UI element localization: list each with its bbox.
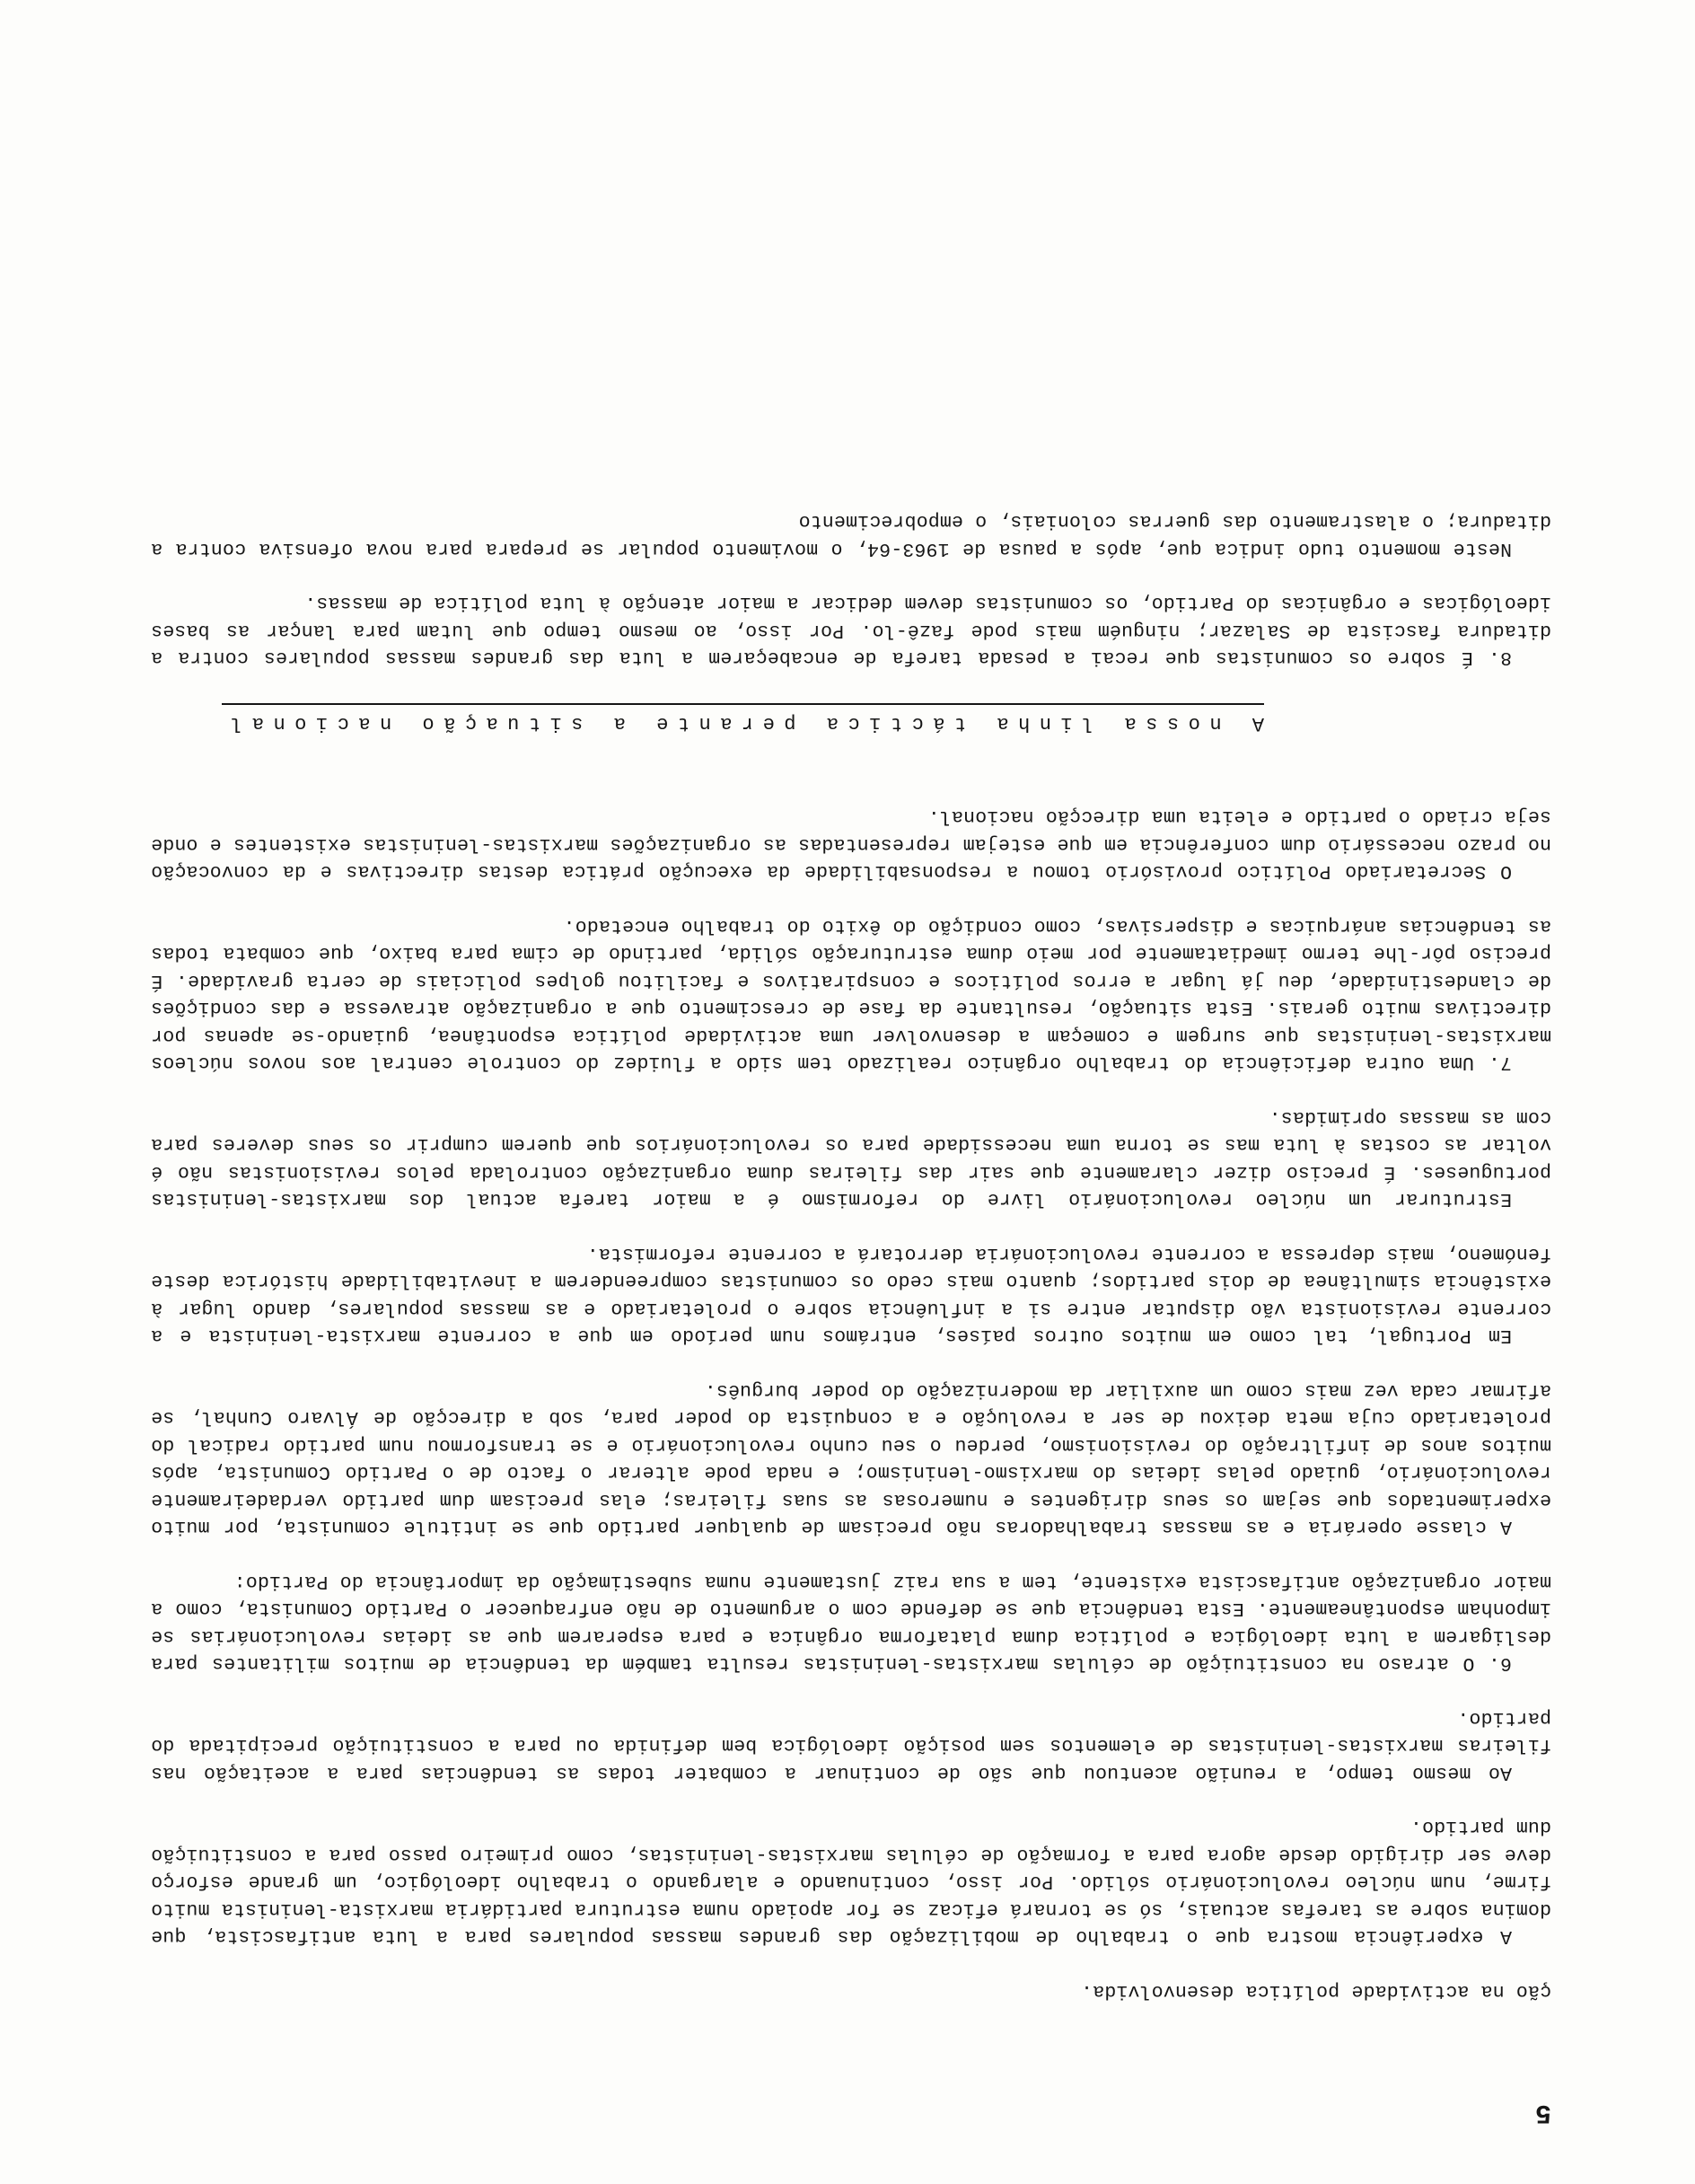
paragraph-same-time: Ao mesmo tempo, a reunião acentuou que são de continuar a combater todas as tendências para a aceitação nas fileiras marxistas-leninistas de elementos sem posição ideológica bem definida ou para a constituição precipitada do partido. <box>151 1707 1551 1783</box>
paragraph-current-moment: Neste momento tudo indica que, após a pausa de 1963-64, o movimento popular se prepara para nova ofensiva contra a ditadura; o alastramento das guerras coloniais, o empobrecimento <box>151 510 1551 559</box>
page-number: 5 <box>1534 2097 1551 2127</box>
section-heading: A nossa linha táctica perante a situação nacional <box>222 704 1264 737</box>
paragraph-point-8: 8. É sobre os comunistas que recai a pesada tarefa de encabeçarem a luta das grandes massas populares contra a ditadura fascista de Salazar; ninguém mais pode fazê-lo. Por isso, ao mesmo tempo que lutam para lançar as bases ideológicas e orgânicas do Partido, os comunistas devem dedicar a maior atenção à luta política de massas. <box>151 592 1551 669</box>
paragraph-portugal: Em Portugal, tal como em muitos outros países, entrámos num período em que a corrente marxista-leninista e a corrente revisionista vão disputar entre si a influência sobre o proletariado e as massas populares, dando lugar à existência simultânea de dois partidos; quanto mais cedo os comunistas compreenderem a inevitabilidade histórica deste fenómeno, mais depressa a corrente revolucionária derrotará a corrente reformista. <box>151 1243 1551 1347</box>
paragraph-working-class: A classe operária e as massas trabalhadoras não precisam de qualquer partido que se intitule comunista, por muito experimentados que sejam os seus dirigentes e numerosas as suas fileiras; elas precisam dum partido verdadeiramente revolucionário, guiado pelas ideias do marxismo-leninismo; e nada pode alterar o facto de o Partido Comunista, após muitos anos de infiltração do revisionismo, perdeu o seu cunho revolucionário e se transformou num partido radical do proletariado cuja meta deixou de ser a revolução e a conquista do poder para, sob a direcção de Álvaro Cunhal, se afirmar cada vez mais como um auxiliar da modernização do poder burguês. <box>151 1379 1551 1538</box>
page-body <box>151 480 1551 2127</box>
paragraph-point-7: 7. Uma outra deficiência do trabalho orgânico realizado tem sido a fluidez do controle central aos novos núcleos marxistas-leninistas que surgem e começam a desenvolver uma actividade política espontânea, guiando-se apenas por directivas muito gerais. Esta situação, resultante da fase de crescimento que a organização atravessa e das condições de clandestinidade, deu já lugar a erros políticos e conspirativos e facilitou golpes policiais de certa gravidade. É preciso pôr-lhe termo imediatamente por meio duma estruturação sólida, partindo de cima para baixo, que combata todas as tendências anárquicas e dispersivas, como condição do êxito do trabalho encetado. <box>151 915 1551 1074</box>
paragraph-point-6: 6. O atraso na constituição de células marxistas-leninistas resulta também da tendência de muitos militantes para desligarem a luta ideológica e política duma plataforma orgânica e para esperarem que as ideias revolucionárias se imponham espontâneamente. Esta tendência que se defende com o argumento de não enfraquecer o Partido Comunista, como a maior organização antifascista existente, tem a sua raiz justamente numa subestimação da importância do Partido: <box>151 1571 1551 1675</box>
paragraph-structure-nucleus: Estruturar um núcleo revolucionário livre do reformismo é a maior tarefa actual dos marxistas-leninistas portugueses. É preciso dizer claramente que sair das fileiras duma organização controlada pelos revisionistas não é voltar as costas à luta mas se torna uma necessidade para os revolucionários que querem cumprir os seus deveres para com as massas oprimidas. <box>151 1106 1551 1211</box>
paragraph-experience: A experiência mostra que o trabalho de mobilização das grandes massas populares para a luta antifascista, que domina sobre as tarefas actuais, só se tornará eficaz se for apoiado numa estrutura partidária marxista-leninista muito firme, num núcleo revolucionário sólido. Por isso, continuando e alargando o trabalho ideológico, um grande esforço deve ser dirigido desde agora para a formação de células marxistas-leninistas, como primeiro passo para a constituição dum partido. <box>151 1816 1551 1948</box>
paragraph-secretariat: O Secretariado Político provisório tomou a responsabilidade da execução prática destas directivas e da convocação no prazo necessário dum conferência em que estejam representadas as organizações marxistas-leninistas existentes e onde seja criado o partido e eleita uma direcção nacional. <box>151 806 1551 883</box>
paragraph-continuation: ção na actividade política desenvolvida. <box>1080 1980 1551 2002</box>
